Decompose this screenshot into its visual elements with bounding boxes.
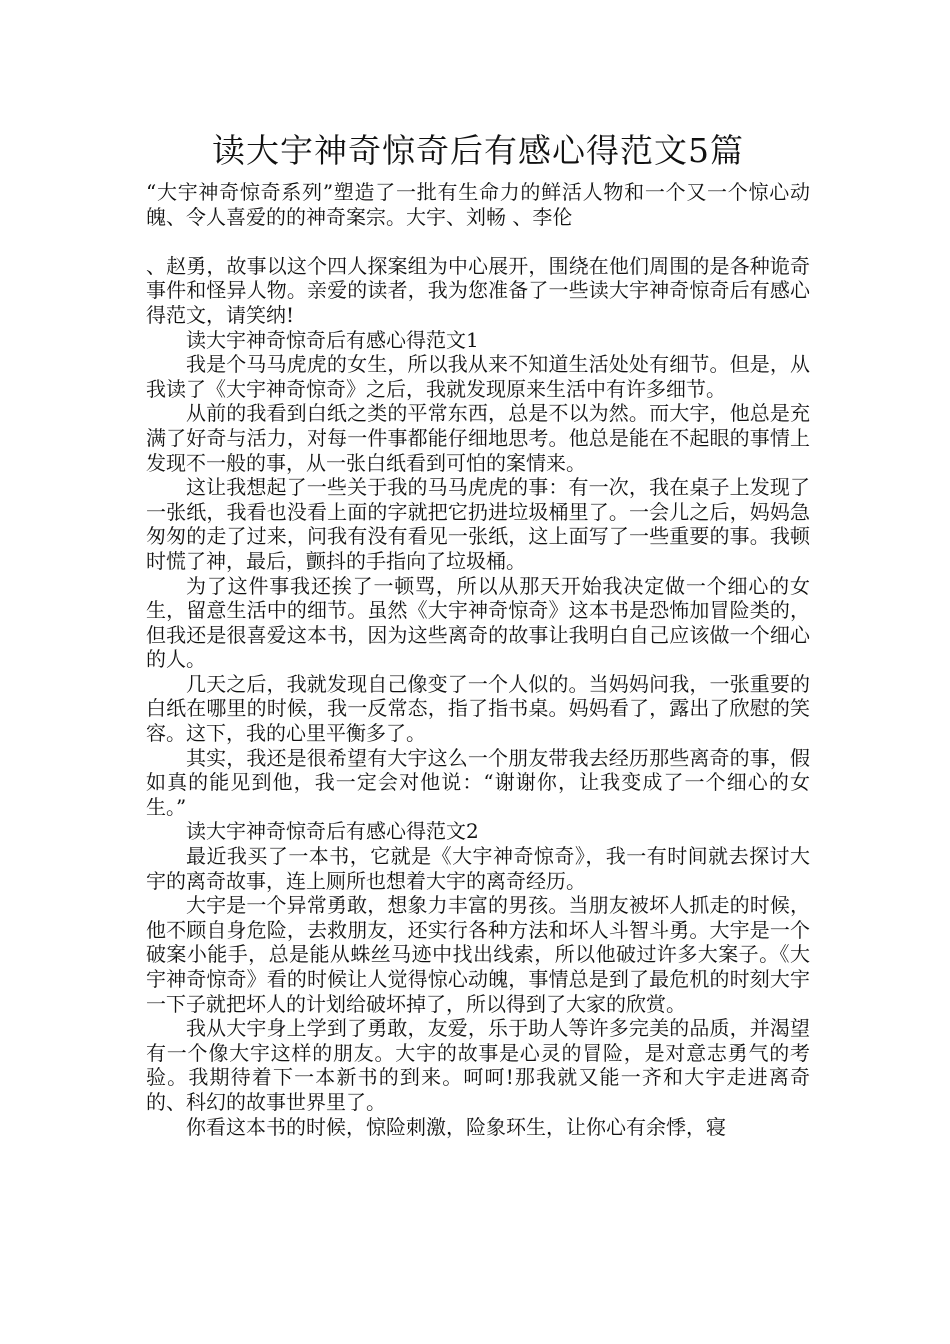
body-paragraph: 几天之后，我就发现自己像变了一个人似的。当妈妈问我，一张重要的白纸在哪里的时候，我一反常态，指了指书桌。妈妈看了，露出了欣慰的笑容。这下，我的心里平衡多了。 (146, 671, 810, 746)
body-paragraph: 大宇是一个异常勇敢，想象力丰富的男孩。当朋友被坏人抓走的时候，他不顾自身危险，去救朋友，还实行各种方法和坏人斗智斗勇。大宇是一个破案小能手，总是能从蛛丝马迹中找出线索，所以他破过许多大案子。《大宇神奇惊奇》看的时候让人觉得惊心动魄，事情总是到了最危机的时刻大宇一下子就把坏人的计划给破坏掉了，所以得到了大家的欣赏。 (146, 893, 810, 1016)
document-page (146, 128, 810, 1139)
body-paragraph: 我从大宇身上学到了勇敢，友爱，乐于助人等许多完美的品质，并渴望有一个像大宇这样的朋友。大宇的故事是心灵的冒险，是对意志勇气的考验。我期待着下一本新书的到来。呵呵!那我就又能一齐和大宇走进离奇的、科幻的故事世界里了。 (146, 1016, 810, 1114)
document-body (146, 180, 810, 1139)
body-paragraph: 为了这件事我还挨了一顿骂，所以从那天开始我决定做一个细心的女生，留意生活中的细节。虽然《大宇神奇惊奇》这本书是恐怖加冒险类的，但我还是很喜爱这本书，因为这些离奇的故事让我明白自己应该做一个细心的人。 (146, 573, 810, 672)
section-heading-2: 读大宇神奇惊奇后有感心得范文2 (186, 819, 479, 844)
intro-paragraph-continued: 、赵勇，故事以这个四人探案组为中心展开，围绕在他们周围的是各种诡奇事件和怪异人物。亲爱的读者，我为您准备了一些读大宇神奇惊奇后有感心得范文，请笑纳! (146, 253, 810, 327)
section-heading-1: 读大宇神奇惊奇后有感心得范文1 (186, 327, 479, 352)
intro-paragraph: “大宇神奇惊奇系列”塑造了一批有生命力的鲜活人物和一个又一个惊心动魄、令人喜爱的的神奇案宗。大宇、刘畅 、李伦 (146, 180, 810, 229)
body-paragraph: 你看这本书的时候，惊险刺激，险象环生，让你心有余悸，寝 (186, 1114, 726, 1139)
body-paragraph: 从前的我看到白纸之类的平常东西，总是不以为然。而大宇，他总是充满了好奇与活力，对每一件事都能仔细地思考。他总是能在不起眼的事情上发现不一般的事，从一张白纸看到可怕的案情来。 (146, 401, 810, 475)
document-title: 读大宇神奇惊奇后有感心得范文5篇 (212, 131, 744, 170)
body-paragraph: 最近我买了一本书，它就是《大宇神奇惊奇》，我一有时间就去探讨大宇的离奇故事，连上厕所也想着大宇的离奇经历。 (146, 844, 810, 893)
body-paragraph: 其实，我还是很希望有大宇这么一个朋友带我去经历那些离奇的事，假如真的能见到他，我一定会对他说：“谢谢你，让我变成了一个细心的女生。” (146, 745, 810, 819)
body-paragraph: 这让我想起了一些关于我的马马虎虎的事：有一次，我在桌子上发现了一张纸，我看也没看上面的字就把它扔进垃圾桶里了。一会儿之后，妈妈急匆匆的走了过来，问我有没有看见一张纸，这上面写了一些重要的事。我顿时慌了神，最后，颤抖的手指向了垃圾桶。 (146, 475, 810, 573)
body-paragraph: 我是个马马虎虎的女生，所以我从来不知道生活处处有细节。但是，从我读了《大宇神奇惊奇》之后，我就发现原来生活中有许多细节。 (146, 352, 810, 401)
